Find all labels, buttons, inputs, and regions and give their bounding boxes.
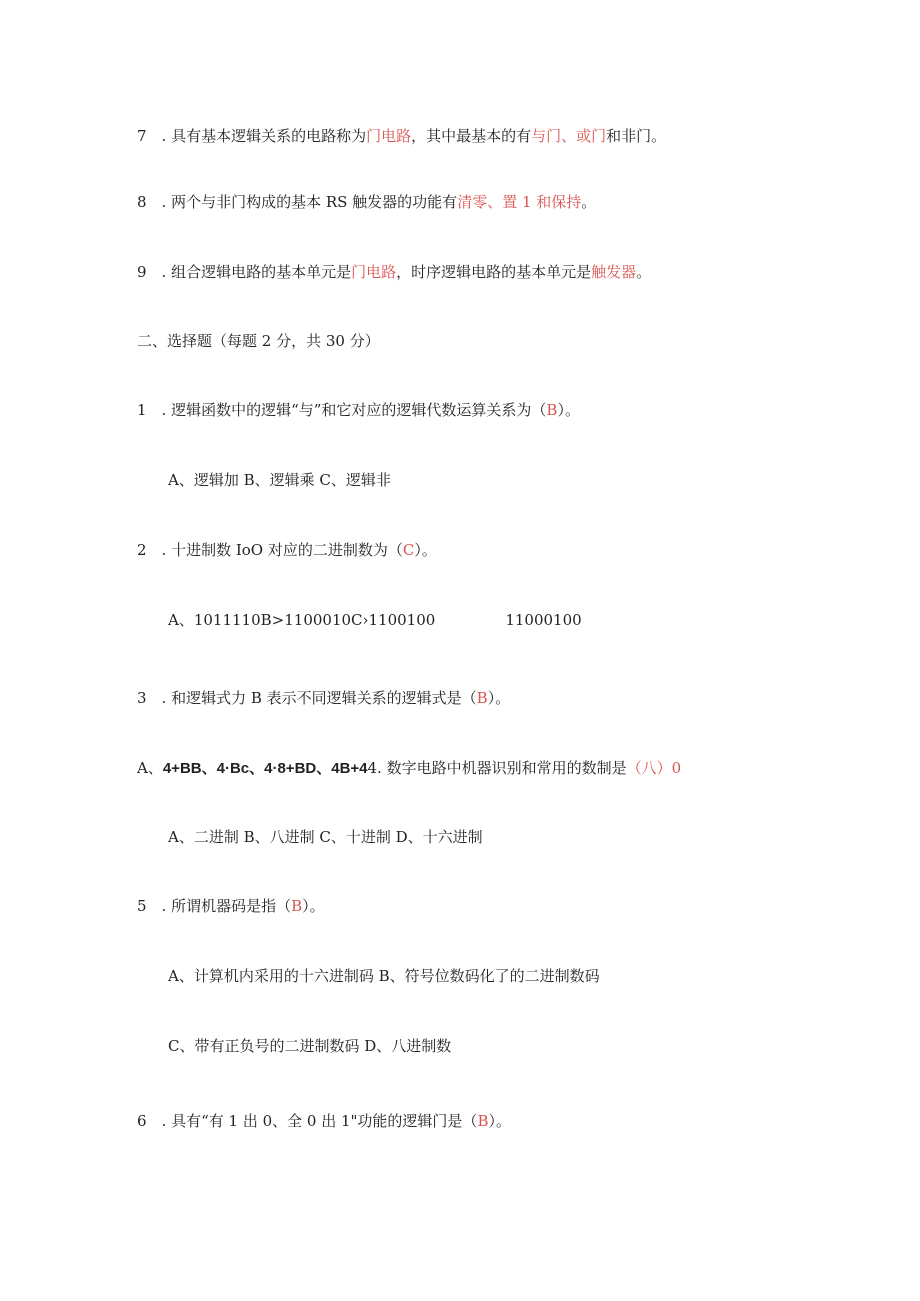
fill-question-9	[137, 262, 651, 282]
choice-options-2	[168, 610, 582, 630]
choice-question-3	[137, 688, 510, 708]
question-text: ，时序逻辑电路的基本单元是	[396, 263, 592, 281]
choice-options-5b: C、带有正负号的二进制数码 D、八进制数	[168, 1037, 452, 1055]
question-text: 2 . 十进制数 IoO 对应的二进制数为（	[137, 541, 403, 559]
answer-text: 清零、置 1 和保持	[457, 193, 582, 211]
question-text: ）。	[487, 689, 511, 707]
question-text: 和非门。	[606, 127, 667, 145]
question-text: 。	[581, 193, 597, 211]
question-text: 8 . 两个与非门构成的基本 RS 触发器的功能有	[137, 193, 458, 211]
question-text: ）。	[557, 401, 580, 419]
question-text: 1 . 逻辑函数中的逻辑“与”和它对应的逻辑代数运算关系为（	[137, 401, 547, 419]
question-text: 6 . 具有“有 1 出 0、全 0 出 1"功能的逻辑门是（	[137, 1112, 478, 1130]
answer-text: B	[546, 401, 558, 419]
choice-question-5	[137, 896, 325, 916]
question-text: 5 . 所谓机器码是指（	[137, 897, 292, 915]
choice-question-1	[137, 400, 580, 420]
choice-question-6	[137, 1111, 511, 1131]
answer-text: C	[402, 541, 415, 559]
section-heading: 二、选择题（每题 2 分，共 30 分）	[137, 332, 380, 350]
answer-text: （八）0	[626, 759, 682, 777]
answer-text: 触发器	[591, 263, 637, 281]
answer-text: 与门、或门	[531, 127, 607, 145]
question-text: 7 . 具有基本逻辑关系的电路称为	[137, 127, 367, 145]
answer-text: B	[476, 689, 488, 707]
answer-text: 门电路	[351, 263, 397, 281]
question-text: 9 . 组合逻辑电路的基本单元是	[137, 263, 352, 281]
answer-text: B	[291, 897, 303, 915]
choice-options-3-and-question-4	[137, 758, 681, 779]
question-text: ，其中最基本的有	[411, 127, 532, 145]
question-text: 4. 数字电路中机器识别和常用的数制是	[367, 759, 627, 777]
question-text: 。	[636, 263, 652, 281]
question-text: ）。	[414, 541, 437, 559]
answer-text: 门电路	[366, 127, 412, 145]
question-text: ）。	[488, 1112, 511, 1130]
fill-question-7	[137, 126, 666, 146]
option-text: 4+BB、4·Bc、4·8+BD、4B+4	[162, 760, 368, 777]
option-text: 11000100	[505, 611, 582, 629]
question-text: ）。	[302, 897, 325, 915]
option-text: A、1011110B>1100010C›1100100	[168, 611, 436, 629]
answer-text: B	[477, 1112, 489, 1130]
fill-question-8	[137, 192, 596, 212]
question-text: 3 . 和逻辑式力 B 表示不同逻辑关系的逻辑式是（	[137, 689, 477, 707]
choice-options-1: A、逻辑加 B、逻辑乘 C、逻辑非	[168, 471, 391, 489]
choice-question-2	[137, 540, 437, 560]
choice-options-5a: A、计算机内采用的十六进制码 B、符号位数码化了的二进制数码	[168, 967, 600, 985]
choice-options-4: A、二进制 B、八进制 C、十进制 D、十六进制	[168, 828, 483, 846]
option-text: A、	[137, 759, 163, 777]
